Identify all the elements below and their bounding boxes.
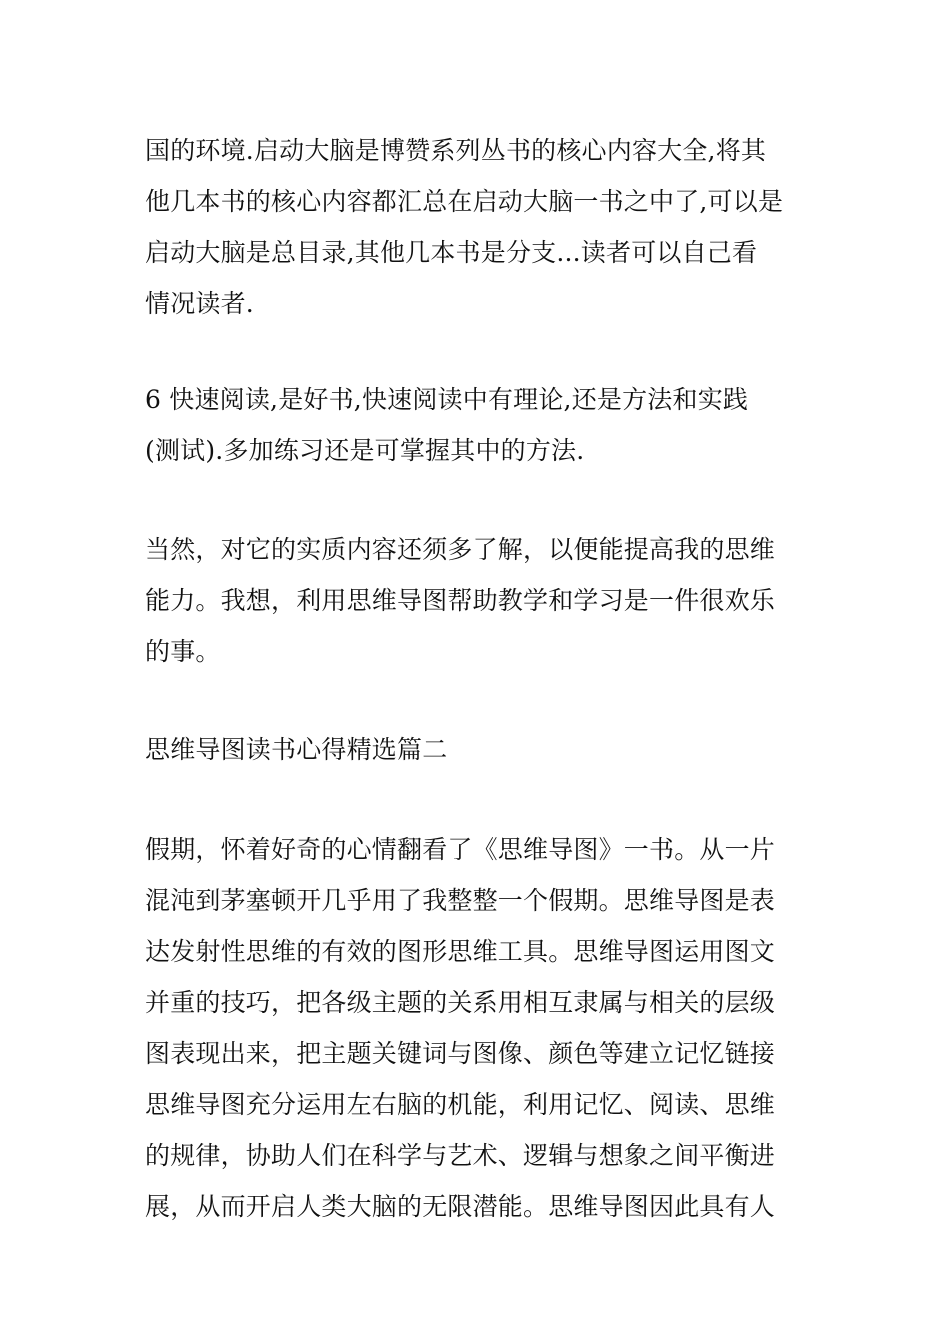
text-line: 6 快速阅读,是好书,快速阅读中有理论,还是方法和实践 [145, 385, 749, 414]
text-line: 混沌到茅塞顿开几乎用了我整整一个假期。思维导图是表 [145, 886, 776, 915]
text-line: 假期，怀着好奇的心情翻看了《思维导图》一书。从一片 [145, 835, 776, 864]
text-line: 的规律，协助人们在科学与艺术、逻辑与想象之间平衡进 [145, 1141, 776, 1170]
text-line: 图表现出来，把主题关键词与图像、颜色等建立记忆链接 [145, 1039, 776, 1068]
text-line: 并重的技巧，把各级主题的关系用相互隶属与相关的层级 [145, 988, 776, 1017]
text-line: 能力。我想，利用思维导图帮助教学和学习是一件很欢乐 [145, 586, 776, 615]
paragraph-mind-map-intro [145, 824, 810, 1232]
text-line: 国的环境.启动大脑是博赞系列丛书的核心内容大全,将其 [145, 136, 767, 165]
text-line: 他几本书的核心内容都汇总在启动大脑一书之中了,可以是 [145, 187, 784, 216]
paragraph-speed-reading [145, 374, 810, 476]
text-line: 当然，对它的实质内容还须多了解，以便能提高我的思维 [145, 535, 776, 564]
text-line: 的事。 [145, 637, 221, 666]
paragraph-brain-books [145, 125, 810, 329]
text-line: 达发射性思维的有效的图形思维工具。思维导图运用图文 [145, 937, 776, 966]
text-line: 思维导图充分运用左右脑的机能，利用记忆、阅读、思维 [145, 1090, 776, 1119]
text-line: (测试).多加练习还是可掌握其中的方法. [145, 436, 585, 465]
section-heading-text: 思维导图读书心得精选篇二 [145, 735, 448, 764]
paragraph-conclusion [145, 524, 810, 677]
section-heading [145, 724, 810, 775]
text-line: 启动大脑是总目录,其他几本书是分支...读者可以自己看 [145, 238, 758, 267]
text-line: 情况读者. [145, 289, 254, 318]
text-line: 展，从而开启人类大脑的无限潜能。思维导图因此具有人 [145, 1192, 776, 1221]
